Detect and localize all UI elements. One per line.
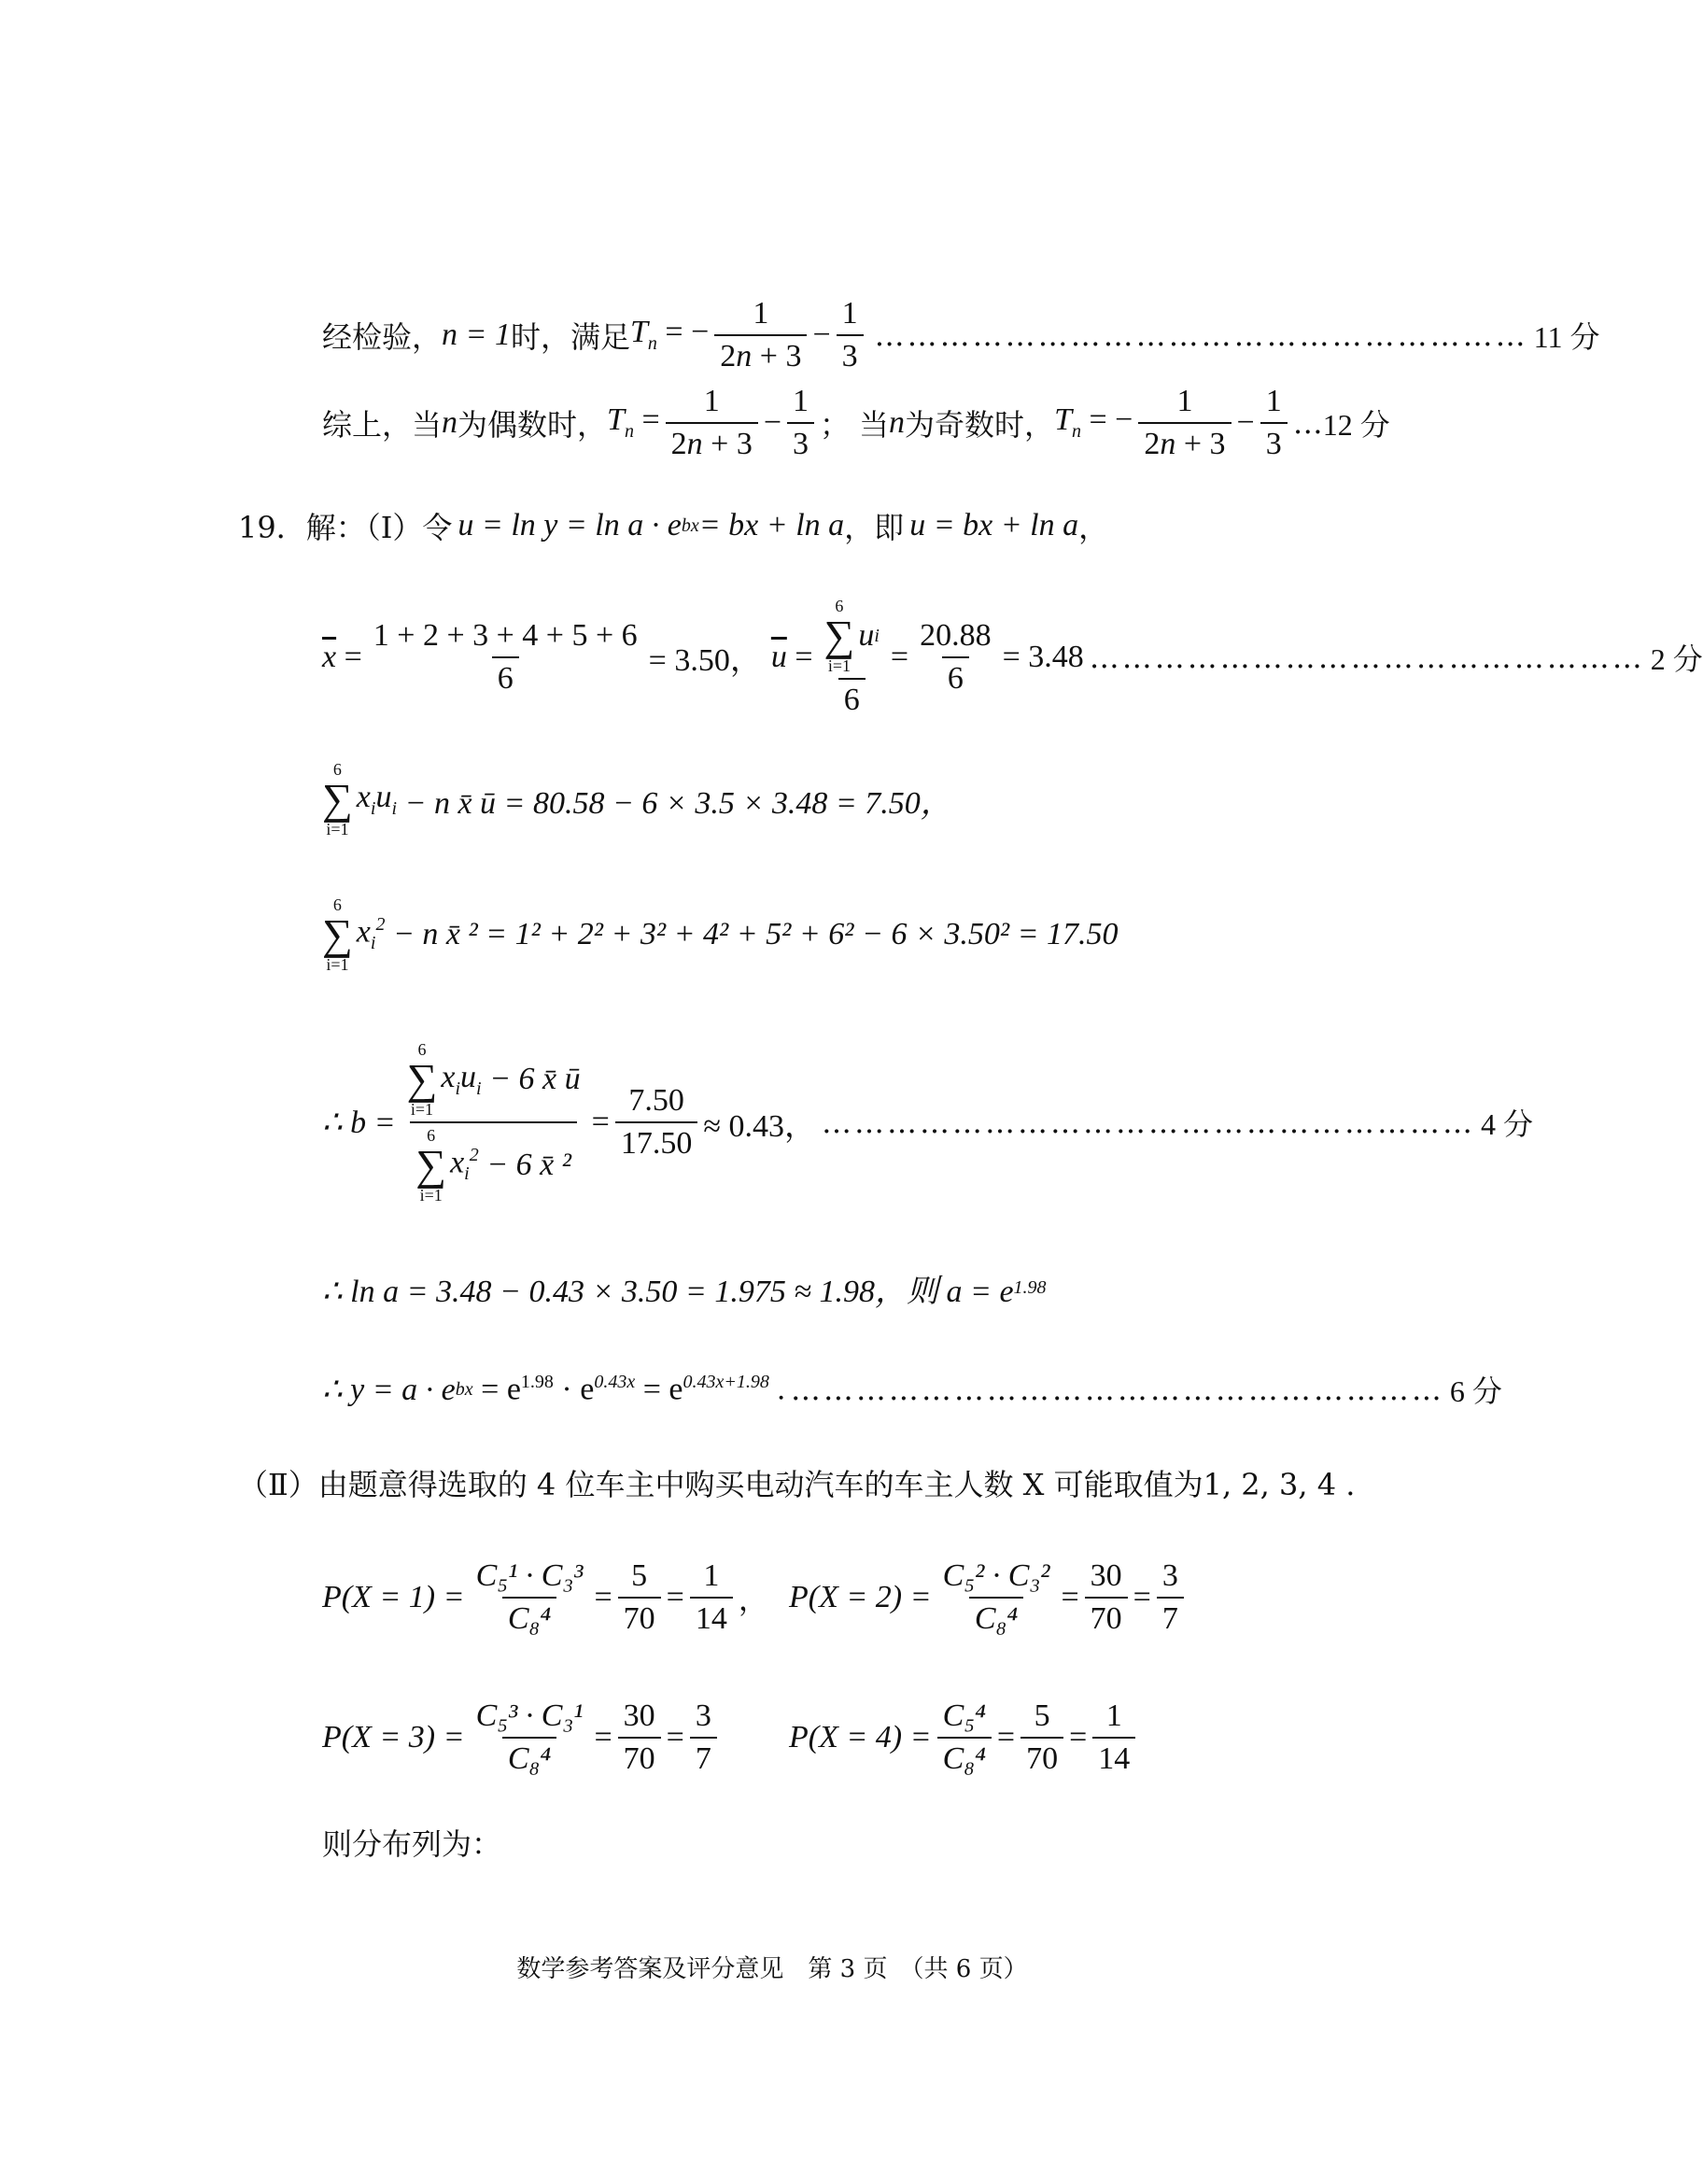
math: u = ln y = ln a · e — [457, 508, 682, 542]
fraction: $\frac{1}{3}$ — [1260, 385, 1288, 460]
line-distribution: 则分布列为： — [322, 1826, 502, 1862]
fraction: $\frac{1}{3}$ — [837, 297, 864, 373]
line-regression: ∴ y = a · e bx = $e^{1.98} \cdot e^{0.43x} = e^{0.43x+1.98}$ . …………………………………………………… 6 分 — [322, 1368, 1321, 1411]
fraction: $\frac{1}{2n + 3}$ — [714, 297, 807, 373]
fraction: $\frac{\text{C₅³ · C₃¹}}{\text{C₈⁴}}$ — [475, 1698, 584, 1776]
fraction: $\frac{\text{C₅¹ · C₃³}}{\text{C₈⁴}}$ — [475, 1558, 584, 1636]
text: 经检验， — [322, 318, 443, 355]
sum-sign: 6 ∑ i=1 — [322, 760, 353, 838]
fraction: $\frac{\text{C₅² · C₃²}}{\text{C₈⁴}}$ — [942, 1558, 1050, 1636]
line-prob-1: P(X = 1) = $\frac{\text{C₅¹ · C₃³}}{\text{C₈⁴}}$ = $\frac{5}{70}$ = $\frac{1}{14}$ ， — [322, 1558, 768, 1636]
line-prob-2: P(X = 2) = $\frac{\text{C₅² · C₃²}}{\text{C₈⁴}}$ = $\frac{30}{70}$ = $\frac{3}{7}$ — [789, 1559, 1189, 1635]
line-ln-a: ∴ ln a = 3.48 − 0.43 × 3.50 = 1.975 ≈ 1.98，则 a = e 1.98 — [322, 1275, 1047, 1309]
fraction-b: 6 ∑ i=1 $x_iu_i$ − 6 x̄ ū 6 ∑ i=1 $x_i^2$ − 6 x̄ ² — [406, 1040, 581, 1205]
line-means: $\overline{x}$ = $\frac{1 + 2 + 3 + 4 + 5 + 6}{6}$ = 3.50， $\overline{u}$ = 6 ∑ i=1 u i 6 = $\frac{20.88}{6}$ = 3.48 …………………………………………… 2 分 — [322, 597, 1703, 717]
math-cond: n = 1 — [442, 317, 511, 352]
score: 6 分 — [1449, 1374, 1502, 1408]
score: 12 分 — [1322, 407, 1390, 442]
line-part2: （Ⅱ）由题意得选取的 4 位车主中购买电动汽车的车主人数 X 可能取值为1, 2, 3, 4 . — [238, 1467, 1356, 1502]
math-formula: $T_n$ = − — [629, 315, 710, 355]
line-sum-xu: 6 ∑ i=1 $x_iu_i$ − n x̄ ū = 80.58 − 6 × 3.5 × 3.48 = 7.50， — [322, 760, 952, 838]
text: 时，满足 — [510, 318, 630, 355]
fraction: $\frac{1}{2n + 3}$ — [666, 385, 758, 460]
text: 综上，当 — [322, 406, 443, 443]
text: 为偶数时， — [457, 406, 608, 443]
fraction: $\frac{\text{C₅⁴}}{\text{C₈⁴}}$ — [937, 1699, 992, 1775]
line-19-intro: 19．解：（Ⅰ）令 u = ln y = ln a · e bx = bx + ln a ，即 u = bx + ln a ， — [238, 504, 1108, 547]
leader-dots: …………………………………………………… — [822, 1105, 1475, 1140]
line-prob-3: P(X = 3) = $\frac{\text{C₅³ · C₃¹}}{\text{C₈⁴}}$ = $\frac{30}{70}$ = $\frac{3}{7}$ — [322, 1699, 723, 1775]
text: ，即 — [844, 510, 905, 545]
fraction-ubar: 6 ∑ i=1 u i 6 — [823, 597, 880, 717]
line-prob-4: P(X = 4) = $\frac{\text{C₅⁴}}{\text{C₈⁴}}$ = $\frac{5}{70}$ = $\frac{1}{14}$ — [789, 1699, 1141, 1775]
sum-sign: 6 ∑ i=1 — [322, 895, 353, 974]
text: 为奇数时， — [905, 406, 1055, 443]
leader-dots: …………………………………………………… — [790, 1372, 1444, 1407]
score: 11 分 — [1533, 319, 1600, 354]
fraction: $\frac{7.50}{17.50}$ — [615, 1084, 698, 1160]
leader-dots: …………………………………………… — [1089, 639, 1645, 675]
fraction: $\frac{1}{2n + 3}$ — [1138, 385, 1231, 460]
text: 当 — [859, 406, 890, 443]
leader-dots: …………………………………………………… — [874, 317, 1528, 353]
score: 4 分 — [1481, 1107, 1534, 1141]
line-check-n1: 经检验， n = 1 时，满足 $T_n$ = − $\frac{1}{2n + 3}$ − $\frac{1}{3}$ …………………………………………………… 11 分 — [322, 296, 1600, 373]
question-number: 19．解：（Ⅰ）令 — [238, 510, 453, 545]
fraction-xbar: $\frac{1 + 2 + 3 + 4 + 5 + 6}{6}$ — [373, 618, 638, 696]
line-b-value: ∴ b = 6 ∑ i=1 $x_iu_i$ − 6 x̄ ū 6 ∑ i=1 $x_i^2$ − 6 x̄ ² = $\frac{7.50}{17.50}$ ≈ 0.43， …………………………………………………… 4 分 — [322, 1040, 1534, 1205]
score: 2 分 — [1650, 641, 1703, 676]
page-footer: 数学参考答案及评分意见 第 3 页 （共 6 页） — [516, 1955, 1028, 1983]
fraction: $\frac{1}{3}$ — [787, 385, 814, 460]
line-summary: 综上，当 n 为偶数时， $T_n$ = $\frac{1}{2n + 3}$ − $\frac{1}{3}$ ； 当 n 为奇数时， $T_n$ = − $\frac{1}{2n + 3}$ − $\frac{1}{3}$ … 12 分 — [322, 384, 1390, 461]
line-sum-x2: 6 ∑ i=1 $x_i^2$ − n x̄ ² = 1² + 2² + 3² + 4² + 5² + 6² − 6 × 3.50² = 17.50 — [322, 895, 1119, 974]
fraction: $\frac{20.88}{6}$ — [920, 618, 992, 696]
